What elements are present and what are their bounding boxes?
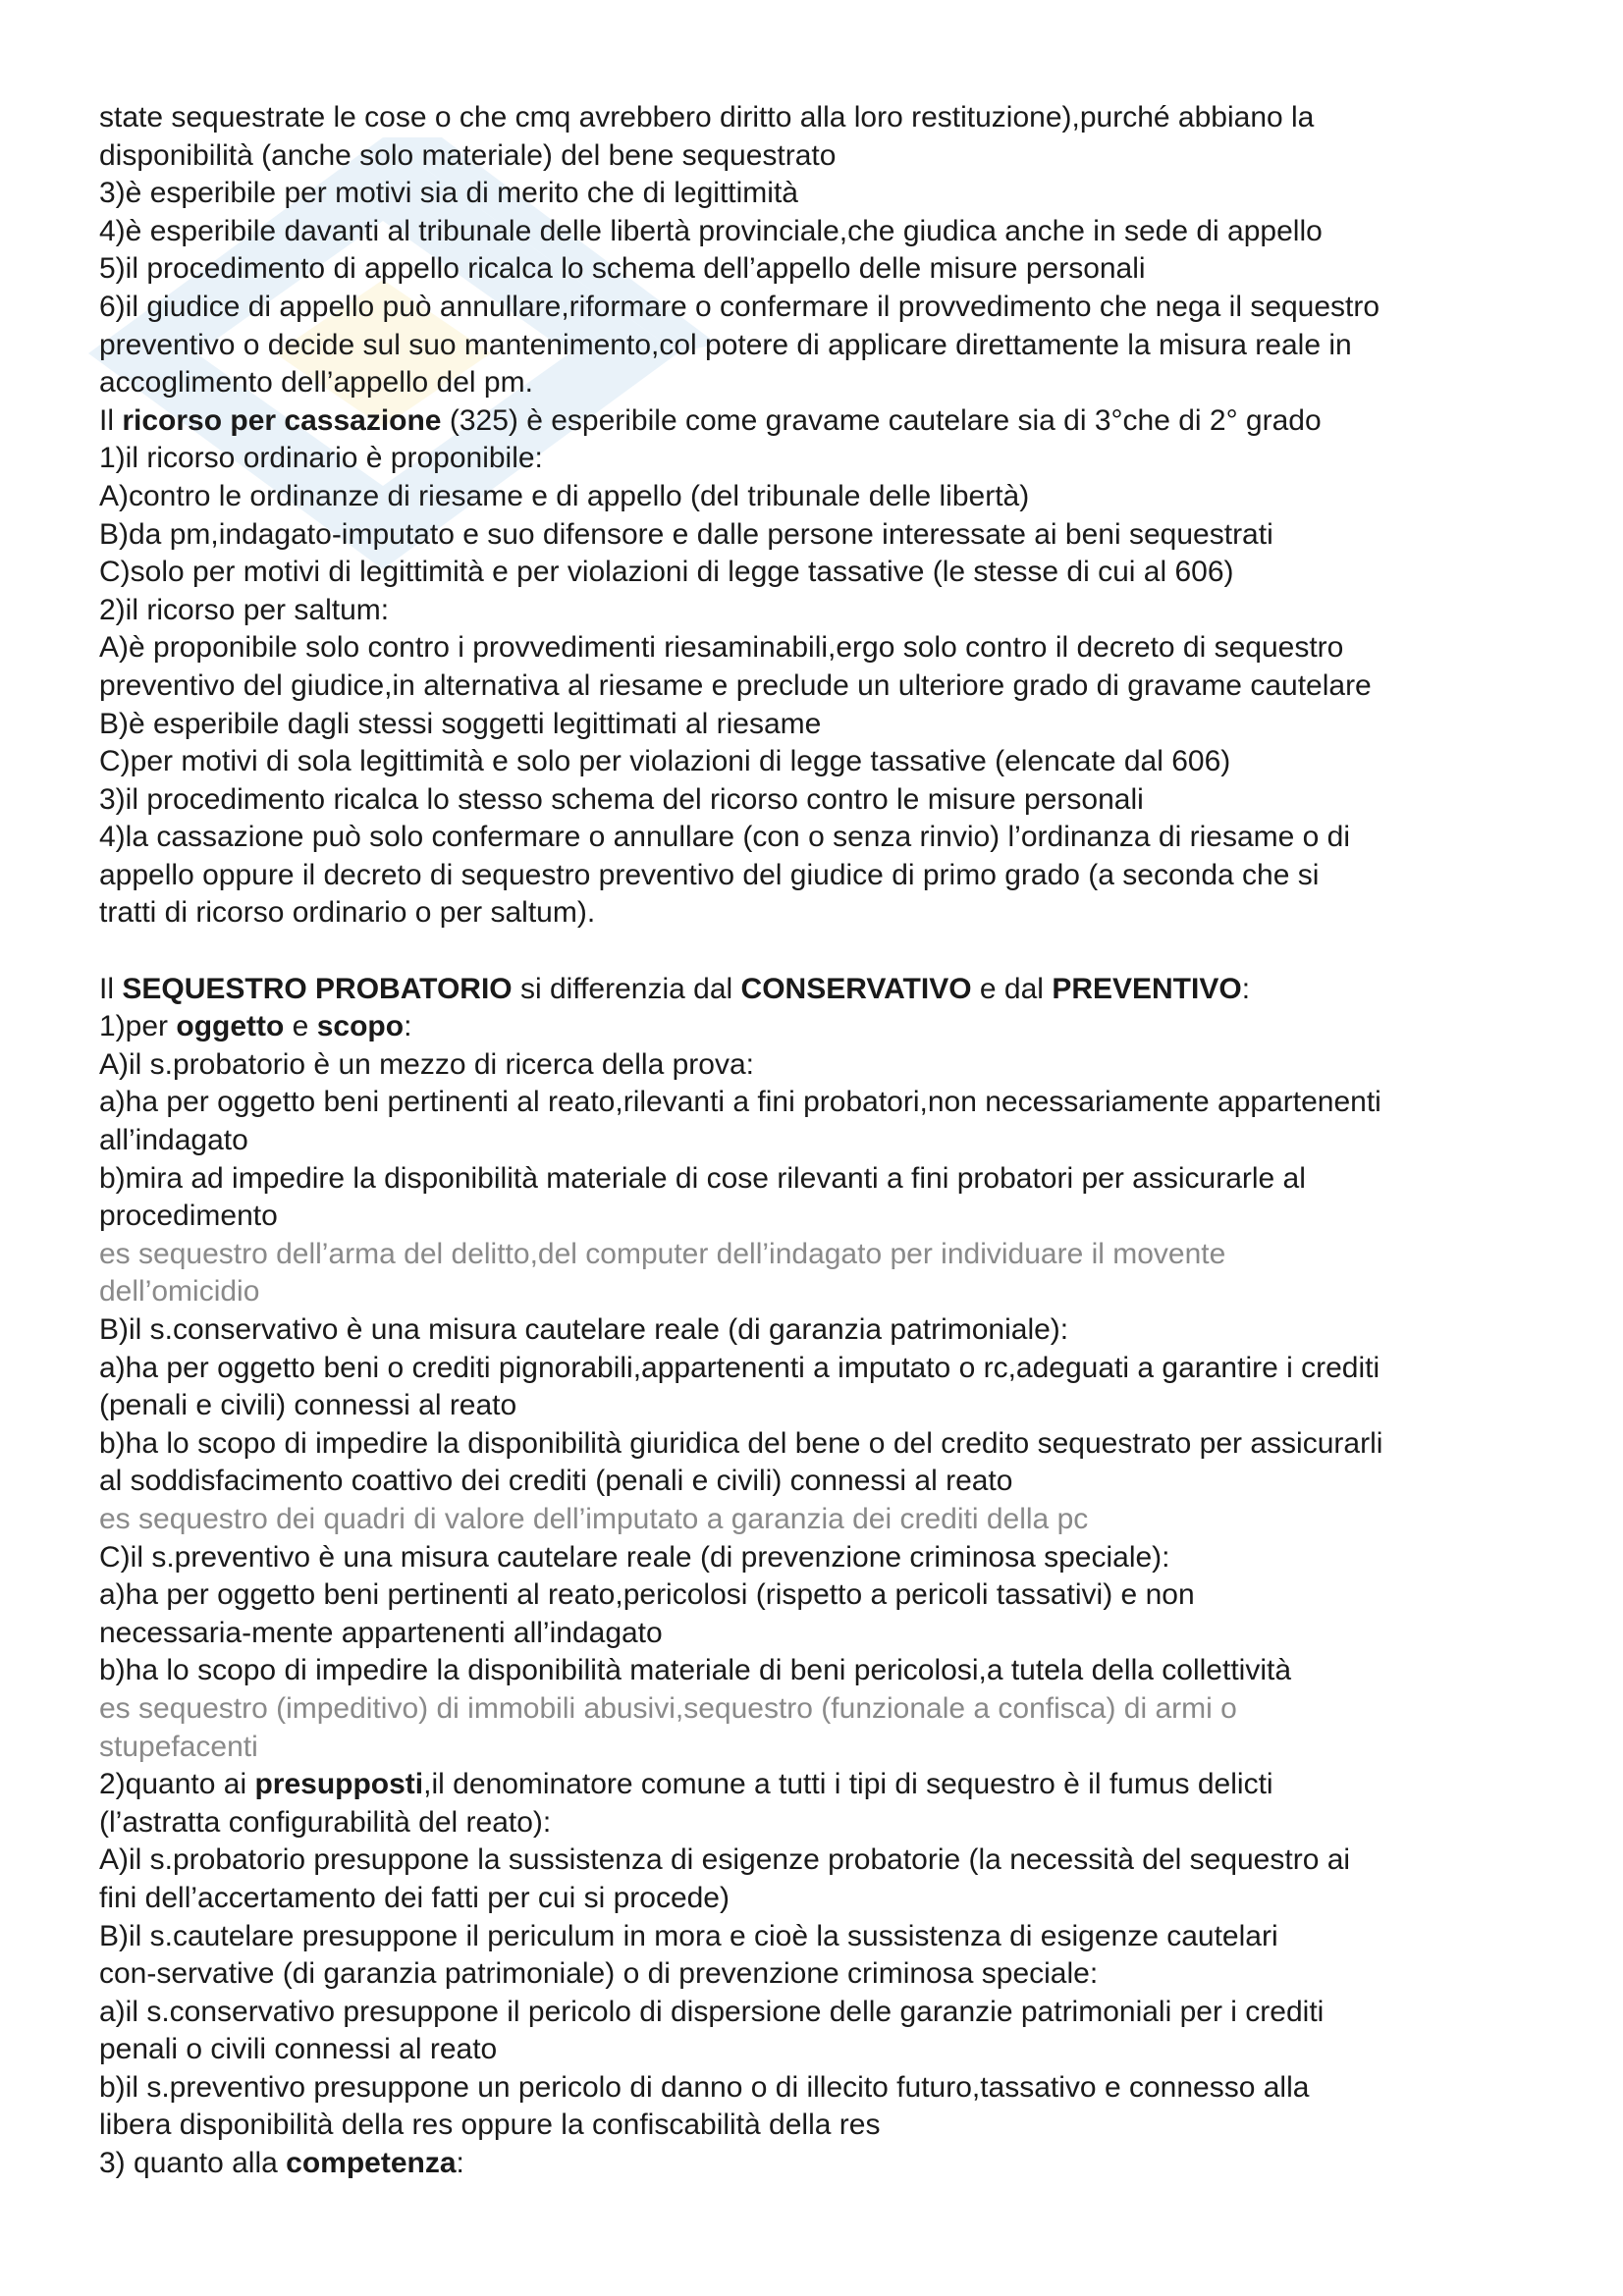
text-line: penali o civili connessi al reato — [99, 2033, 498, 2066]
text-line: tratti di ricorso ordinario o per saltum). — [99, 896, 596, 930]
text-segment: (325) è esperibile come gravame cautelare sia di 3°che di 2° grado — [441, 403, 1322, 437]
bold-term: PREVENTIVO — [1052, 972, 1242, 1005]
example-text-line: es sequestro dei quadri di valore dell’imputato a garanzia dei crediti della pc — [99, 1502, 1089, 1535]
text-line: preventivo o decide sul suo mantenimento,col potere di applicare direttamente la misura reale in — [99, 328, 1352, 361]
bold-term: CONSERVATIVO — [740, 972, 972, 1005]
text-line: 1)il ricorso ordinario è proponibile: — [99, 442, 543, 475]
text-line: a)il s.conservativo presuppone il pericolo di dispersione delle garanzie patrimoniali per i crediti — [99, 1995, 1325, 2028]
text-line: C)il s.preventivo è una misura cautelare reale (di prevenzione criminosa speciale): — [99, 1540, 1170, 1574]
blank-line — [99, 933, 1552, 971]
text-line: B)il s.conservativo è una misura cautelare reale (di garanzia patrimoniale): — [99, 1313, 1069, 1346]
text-line — [99, 1008, 1552, 1046]
text-line: C)solo per motivi di legittimità e per violazioni di legge tassative (le stesse di cui al 606) — [99, 556, 1234, 589]
text-line: 2)il ricorso per saltum: — [99, 593, 390, 626]
bold-term: competenza — [286, 2147, 457, 2180]
text-line: b)il s.preventivo presuppone un pericolo di danno o di illecito futuro,tassativo e connesso alla — [99, 2070, 1310, 2104]
text-segment: 1)per — [99, 1010, 177, 1043]
example-text-line: dell’omicidio — [99, 1275, 260, 1308]
text-line: al soddisfacimento coattivo dei crediti (penali e civili) connessi al reato — [99, 1465, 1013, 1498]
text-line: con-servative (di garanzia patrimoniale) o di prevenzione criminosa speciale: — [99, 1957, 1099, 1991]
text-line: B)il s.cautelare presuppone il periculum in mora e cioè la sussistenza di esigenze cautelari — [99, 1919, 1278, 1952]
text-segment: e dal — [971, 972, 1053, 1005]
text-line: C)per motivi di sola legittimità e solo per violazioni di legge tassative (elencate dal 606) — [99, 745, 1231, 778]
text-line — [99, 2145, 1552, 2183]
bold-term: ricorso per cassazione — [122, 403, 442, 437]
text-line: 6)il giudice di appello può annullare,riformare o confermare il provvedimento che nega il sequestro — [99, 290, 1380, 323]
text-line: appello oppure il decreto di sequestro preventivo del giudice di primo grado (a seconda che si — [99, 858, 1320, 891]
bold-term: scopo — [316, 1010, 405, 1043]
text-line: all’indagato — [99, 1124, 248, 1157]
text-segment: : — [456, 2147, 464, 2180]
document-body — [99, 99, 1552, 2183]
text-segment: : — [1241, 972, 1251, 1005]
text-segment: Il — [99, 972, 123, 1005]
text-line — [99, 402, 1552, 441]
text-line: A)il s.probatorio è un mezzo di ricerca della prova: — [99, 1047, 754, 1081]
text-line: fini dell’accertamento dei fatti per cui si procede) — [99, 1881, 730, 1914]
text-line: B)è esperibile dagli stessi soggetti legittimati al riesame — [99, 707, 822, 740]
text-line: b)ha lo scopo di impedire la disponibilità materiale di beni pericolosi,a tutela della collettività — [99, 1654, 1292, 1687]
text-line — [99, 1766, 1552, 1804]
text-line: libera disponibilità della res oppure la confiscabilità della res — [99, 2109, 881, 2142]
text-line: 3)è esperibile per motivi sia di merito che di legittimità — [99, 177, 798, 210]
text-segment: si differenzia dal — [512, 972, 741, 1005]
text-line: b)mira ad impedire la disponibilità materiale di cose rilevanti a fini probatori per assicurarle al — [99, 1161, 1306, 1195]
text-line — [99, 971, 1552, 1009]
text-line: (penali e civili) connessi al reato — [99, 1389, 517, 1422]
text-line: preventivo del giudice,in alternativa al riesame e preclude un ulteriore grado di gravame cautelare — [99, 668, 1372, 702]
text-line: A)è proponibile solo contro i provvedimenti riesaminabili,ergo solo contro il decreto di sequestro — [99, 631, 1344, 665]
text-line: B)da pm,indagato-imputato e suo difensore e dalle persone interessate ai beni sequestrati — [99, 517, 1273, 551]
text-segment: e — [284, 1010, 317, 1043]
example-text-line: es sequestro dell’arma del delitto,del computer dell’indagato per individuare il movente — [99, 1237, 1226, 1270]
text-line: a)ha per oggetto beni o crediti pignorabili,appartenenti a imputato o rc,adeguati a garantire i crediti — [99, 1351, 1380, 1384]
text-line: 4)la cassazione può solo confermare o annullare (con o senza rinvio) l’ordinanza di riesame o di — [99, 821, 1351, 854]
example-text-line: stupefacenti — [99, 1730, 258, 1763]
bold-term: SEQUESTRO PROBATORIO — [122, 972, 513, 1005]
text-segment: 2)quanto ai — [99, 1768, 255, 1801]
text-line: (l’astratta configurabilità del reato): — [99, 1805, 552, 1839]
bold-term: presupposti — [254, 1768, 424, 1801]
text-line: a)ha per oggetto beni pertinenti al reato,rilevanti a fini probatori,non necessariamente appartenenti — [99, 1086, 1381, 1119]
text-segment: : — [404, 1010, 412, 1043]
text-line: disponibilità (anche solo materiale) del bene sequestrato — [99, 138, 837, 172]
text-line: state sequestrate le cose o che cmq avrebbero diritto alla loro restituzione),purché abbiano la — [99, 101, 1315, 133]
text-line: 3)il procedimento ricalca lo stesso schema del ricorso contro le misure personali — [99, 782, 1144, 816]
text-line: a)ha per oggetto beni pertinenti al reato,pericolosi (rispetto a pericoli tassativi) e non — [99, 1578, 1195, 1612]
text-line: 4)è esperibile davanti al tribunale delle libertà provinciale,che giudica anche in sede di appello — [99, 214, 1323, 247]
text-segment: Il — [99, 403, 123, 437]
bold-term: oggetto — [176, 1010, 285, 1043]
example-text-line: es sequestro (impeditivo) di immobili abusivi,sequestro (funzionale a confisca) di armi o — [99, 1691, 1237, 1725]
text-line: b)ha lo scopo di impedire la disponibilità giuridica del bene o del credito sequestrato per assicurarli — [99, 1426, 1383, 1460]
text-segment: 3) quanto alla — [99, 2147, 287, 2180]
text-line: necessaria-mente appartenenti all’indagato — [99, 1616, 663, 1649]
text-line: 5)il procedimento di appello ricalca lo schema dell’appello delle misure personali — [99, 252, 1146, 286]
text-line: A)contro le ordinanze di riesame e di appello (del tribunale delle libertà) — [99, 479, 1030, 512]
text-line: A)il s.probatorio presuppone la sussistenza di esigenze probatorie (la necessità del sequestro ai — [99, 1843, 1351, 1877]
text-line: procedimento — [99, 1200, 278, 1233]
text-segment: ,il denominatore comune a tutti i tipi di sequestro è il fumus delicti — [423, 1768, 1273, 1801]
text-line: accoglimento dell’appello del pm. — [99, 366, 533, 400]
